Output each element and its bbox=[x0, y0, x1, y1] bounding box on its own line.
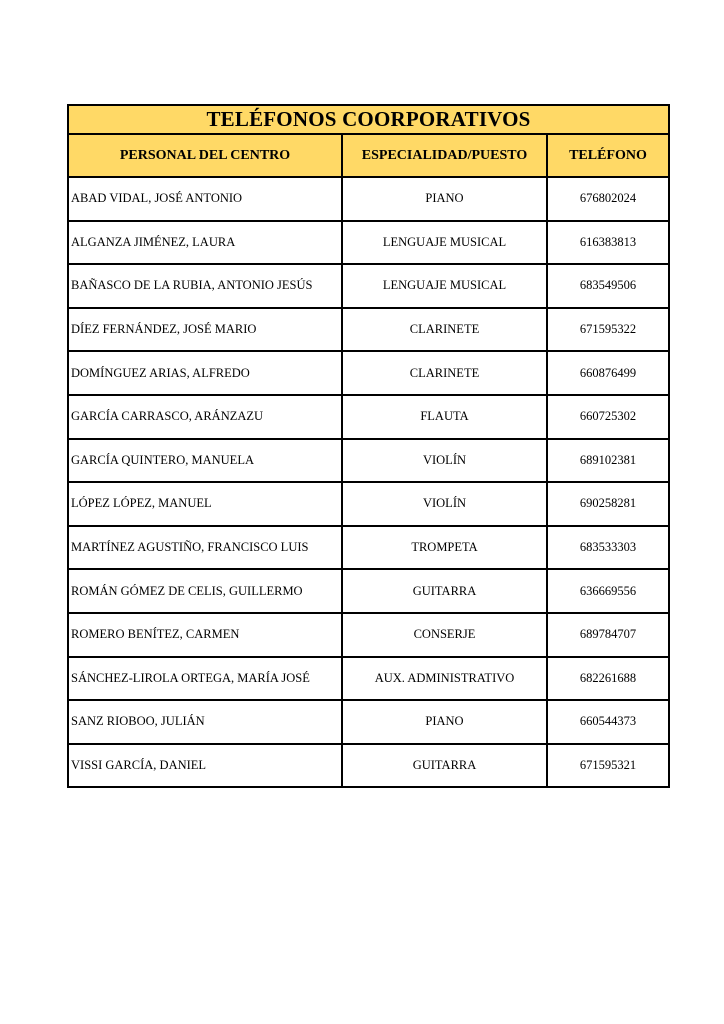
column-header-staff: PERSONAL DEL CENTRO bbox=[69, 135, 342, 177]
phone-cell: 690258281 bbox=[547, 482, 668, 526]
specialty-cell: GUITARRA bbox=[342, 744, 547, 787]
table-title: TELÉFONOS COORPORATIVOS bbox=[69, 106, 668, 135]
specialty-cell: AUX. ADMINISTRATIVO bbox=[342, 657, 547, 701]
table-row bbox=[69, 700, 668, 744]
specialty-cell: LENGUAJE MUSICAL bbox=[342, 221, 547, 265]
phone-cell: 682261688 bbox=[547, 657, 668, 701]
table-row bbox=[69, 482, 668, 526]
table-row bbox=[69, 526, 668, 570]
table-row bbox=[69, 744, 668, 787]
table-row bbox=[69, 177, 668, 221]
staff-name-cell: ROMÁN GÓMEZ DE CELIS, GUILLERMO bbox=[69, 569, 342, 613]
phone-cell: 683533303 bbox=[547, 526, 668, 570]
staff-name-cell: MARTÍNEZ AGUSTIÑO, FRANCISCO LUIS bbox=[69, 526, 342, 570]
phone-cell: 689784707 bbox=[547, 613, 668, 657]
header-row bbox=[69, 135, 668, 177]
staff-name-cell: SÁNCHEZ-LIROLA ORTEGA, MARÍA JOSÉ bbox=[69, 657, 342, 701]
column-header-phone: TELÉFONO bbox=[547, 135, 668, 177]
table-row bbox=[69, 351, 668, 395]
staff-name-cell: VISSI GARCÍA, DANIEL bbox=[69, 744, 342, 787]
directory-grid bbox=[69, 135, 668, 786]
specialty-cell: PIANO bbox=[342, 177, 547, 221]
phone-cell: 676802024 bbox=[547, 177, 668, 221]
staff-name-cell: GARCÍA CARRASCO, ARÁNZAZU bbox=[69, 395, 342, 439]
specialty-cell: VIOLÍN bbox=[342, 482, 547, 526]
phone-cell: 616383813 bbox=[547, 221, 668, 265]
table-body bbox=[69, 177, 668, 786]
column-header-specialty: ESPECIALIDAD/PUESTO bbox=[342, 135, 547, 177]
table-row bbox=[69, 308, 668, 352]
table-row bbox=[69, 439, 668, 483]
specialty-cell: FLAUTA bbox=[342, 395, 547, 439]
staff-name-cell: BAÑASCO DE LA RUBIA, ANTONIO JESÚS bbox=[69, 264, 342, 308]
phone-cell: 671595321 bbox=[579, 758, 637, 773]
phone-cell: 689102381 bbox=[547, 439, 668, 483]
staff-name-cell: ABAD VIDAL, JOSÉ ANTONIO bbox=[69, 177, 342, 221]
staff-name-cell: ALGANZA JIMÉNEZ, LAURA bbox=[69, 221, 342, 265]
specialty-cell: CLARINETE bbox=[342, 351, 547, 395]
staff-name-cell: ROMERO BENÍTEZ, CARMEN bbox=[69, 613, 342, 657]
table-row bbox=[69, 221, 668, 265]
phone-directory-table bbox=[67, 104, 670, 788]
table-row bbox=[69, 395, 668, 439]
phone-cell: 660725302 bbox=[547, 395, 668, 439]
table-header bbox=[69, 135, 668, 177]
specialty-cell: GUITARRA bbox=[342, 569, 547, 613]
specialty-cell: TROMPETA bbox=[342, 526, 547, 570]
table-row bbox=[69, 657, 668, 701]
staff-name-cell: DOMÍNGUEZ ARIAS, ALFREDO bbox=[69, 351, 342, 395]
table-row bbox=[69, 264, 668, 308]
specialty-cell: LENGUAJE MUSICAL bbox=[342, 264, 547, 308]
table-row bbox=[69, 613, 668, 657]
staff-name-cell: SANZ RIOBOO, JULIÁN bbox=[69, 700, 342, 744]
phone-cell: 660876499 bbox=[547, 351, 668, 395]
phone-cell: 671595322 bbox=[547, 308, 668, 352]
table-row bbox=[69, 569, 668, 613]
specialty-cell: CLARINETE bbox=[342, 308, 547, 352]
staff-name-cell: LÓPEZ LÓPEZ, MANUEL bbox=[69, 482, 342, 526]
phone-cell: 660544373 bbox=[547, 700, 668, 744]
staff-name-cell: DÍEZ FERNÁNDEZ, JOSÉ MARIO bbox=[69, 308, 342, 352]
specialty-cell: PIANO bbox=[342, 700, 547, 744]
phone-cell: 636669556 bbox=[547, 569, 668, 613]
specialty-cell: VIOLÍN bbox=[342, 439, 547, 483]
phone-cell: 683549506 bbox=[547, 264, 668, 308]
staff-name-cell: GARCÍA QUINTERO, MANUELA bbox=[69, 439, 342, 483]
specialty-cell: CONSERJE bbox=[342, 613, 547, 657]
